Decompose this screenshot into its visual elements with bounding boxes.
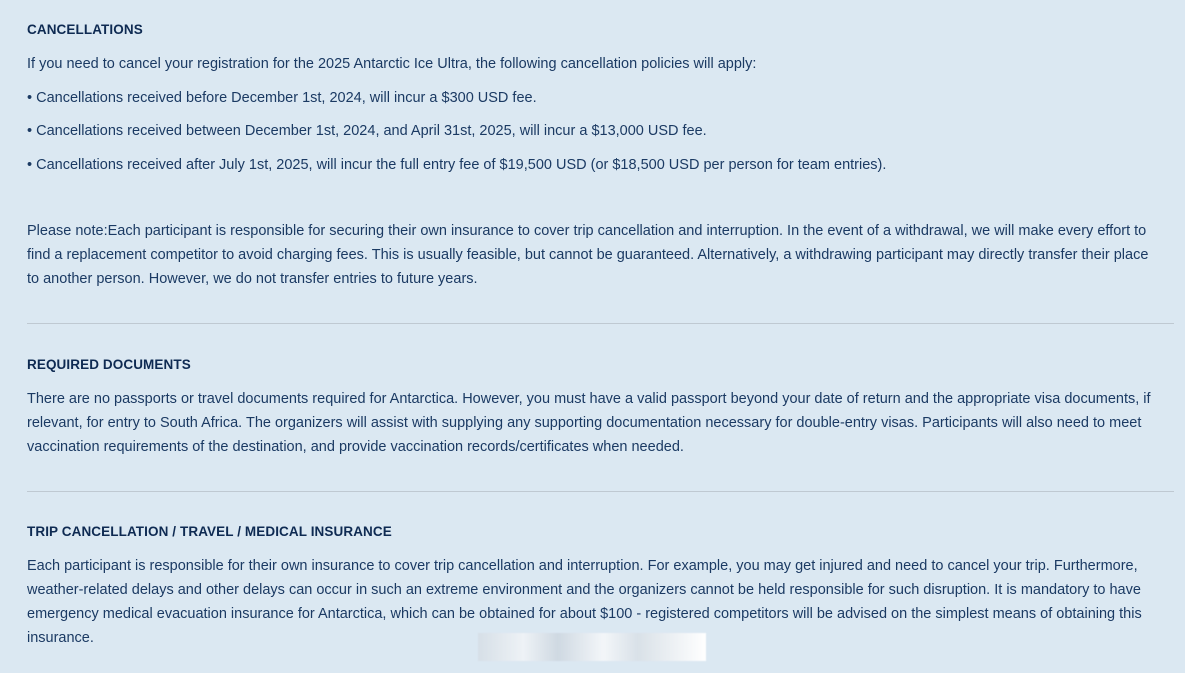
cancellations-heading: CANCELLATIONS [27, 22, 143, 37]
cancellations-note: Please note:Each participant is responsible for securing their own insurance to cover trip cancellation and interruption. In the event of a withdrawal, we will make every effort to find a replacement competitor to avoid charging fees. This is usually feasible, but cannot be guaranteed. Alternatively, a withdrawing participant may directly transfer their place to another person. However, we do not transfer entries to future years. [27, 223, 1149, 287]
blurred-overlay [478, 633, 706, 661]
section-divider [27, 323, 1174, 324]
insurance-heading: TRIP CANCELLATION / TRAVEL / MEDICAL INSURANCE [27, 524, 392, 539]
cancellations-intro: If you need to cancel your registration for the 2025 Antarctic Ice Ultra, the following cancellation policies will apply: [27, 56, 757, 72]
insurance-body: Each participant is responsible for their own insurance to cover trip cancellation and interruption. For example, you may get injured and need to cancel your trip. Furthermore, weather-related delays and other delays can occur in such an extreme environment and the organizers cannot be held responsible for such disruption. It is mandatory to have emergency medical evacuation insurance for Antarctica, which can be obtained for about $100 - registered competitors will be advised on the simplest means of obtaining this insurance. [27, 558, 1142, 646]
cancellation-policy-item: • Cancellations received after July 1st, 2025, will incur the full entry fee of $19,500 USD (or $18,500 USD per person for team entries). [27, 157, 887, 173]
section-divider [27, 491, 1174, 492]
required-documents-body: There are no passports or travel documents required for Antarctica. However, you must have a valid passport beyond your date of return and the appropriate visa documents, if relevant, for entry to South Africa. The organizers will assist with supplying any supporting documentation necessary for double-entry visas. Participants will also need to meet vaccination requirements of the destination, and provide vaccination records/certificates when needed. [27, 391, 1151, 455]
cancellation-policy-item: • Cancellations received between December 1st, 2024, and April 31st, 2025, will incur a $13,000 USD fee. [27, 123, 707, 139]
required-documents-heading: REQUIRED DOCUMENTS [27, 357, 191, 372]
cancellation-policy-item: • Cancellations received before December 1st, 2024, will incur a $300 USD fee. [27, 90, 537, 106]
